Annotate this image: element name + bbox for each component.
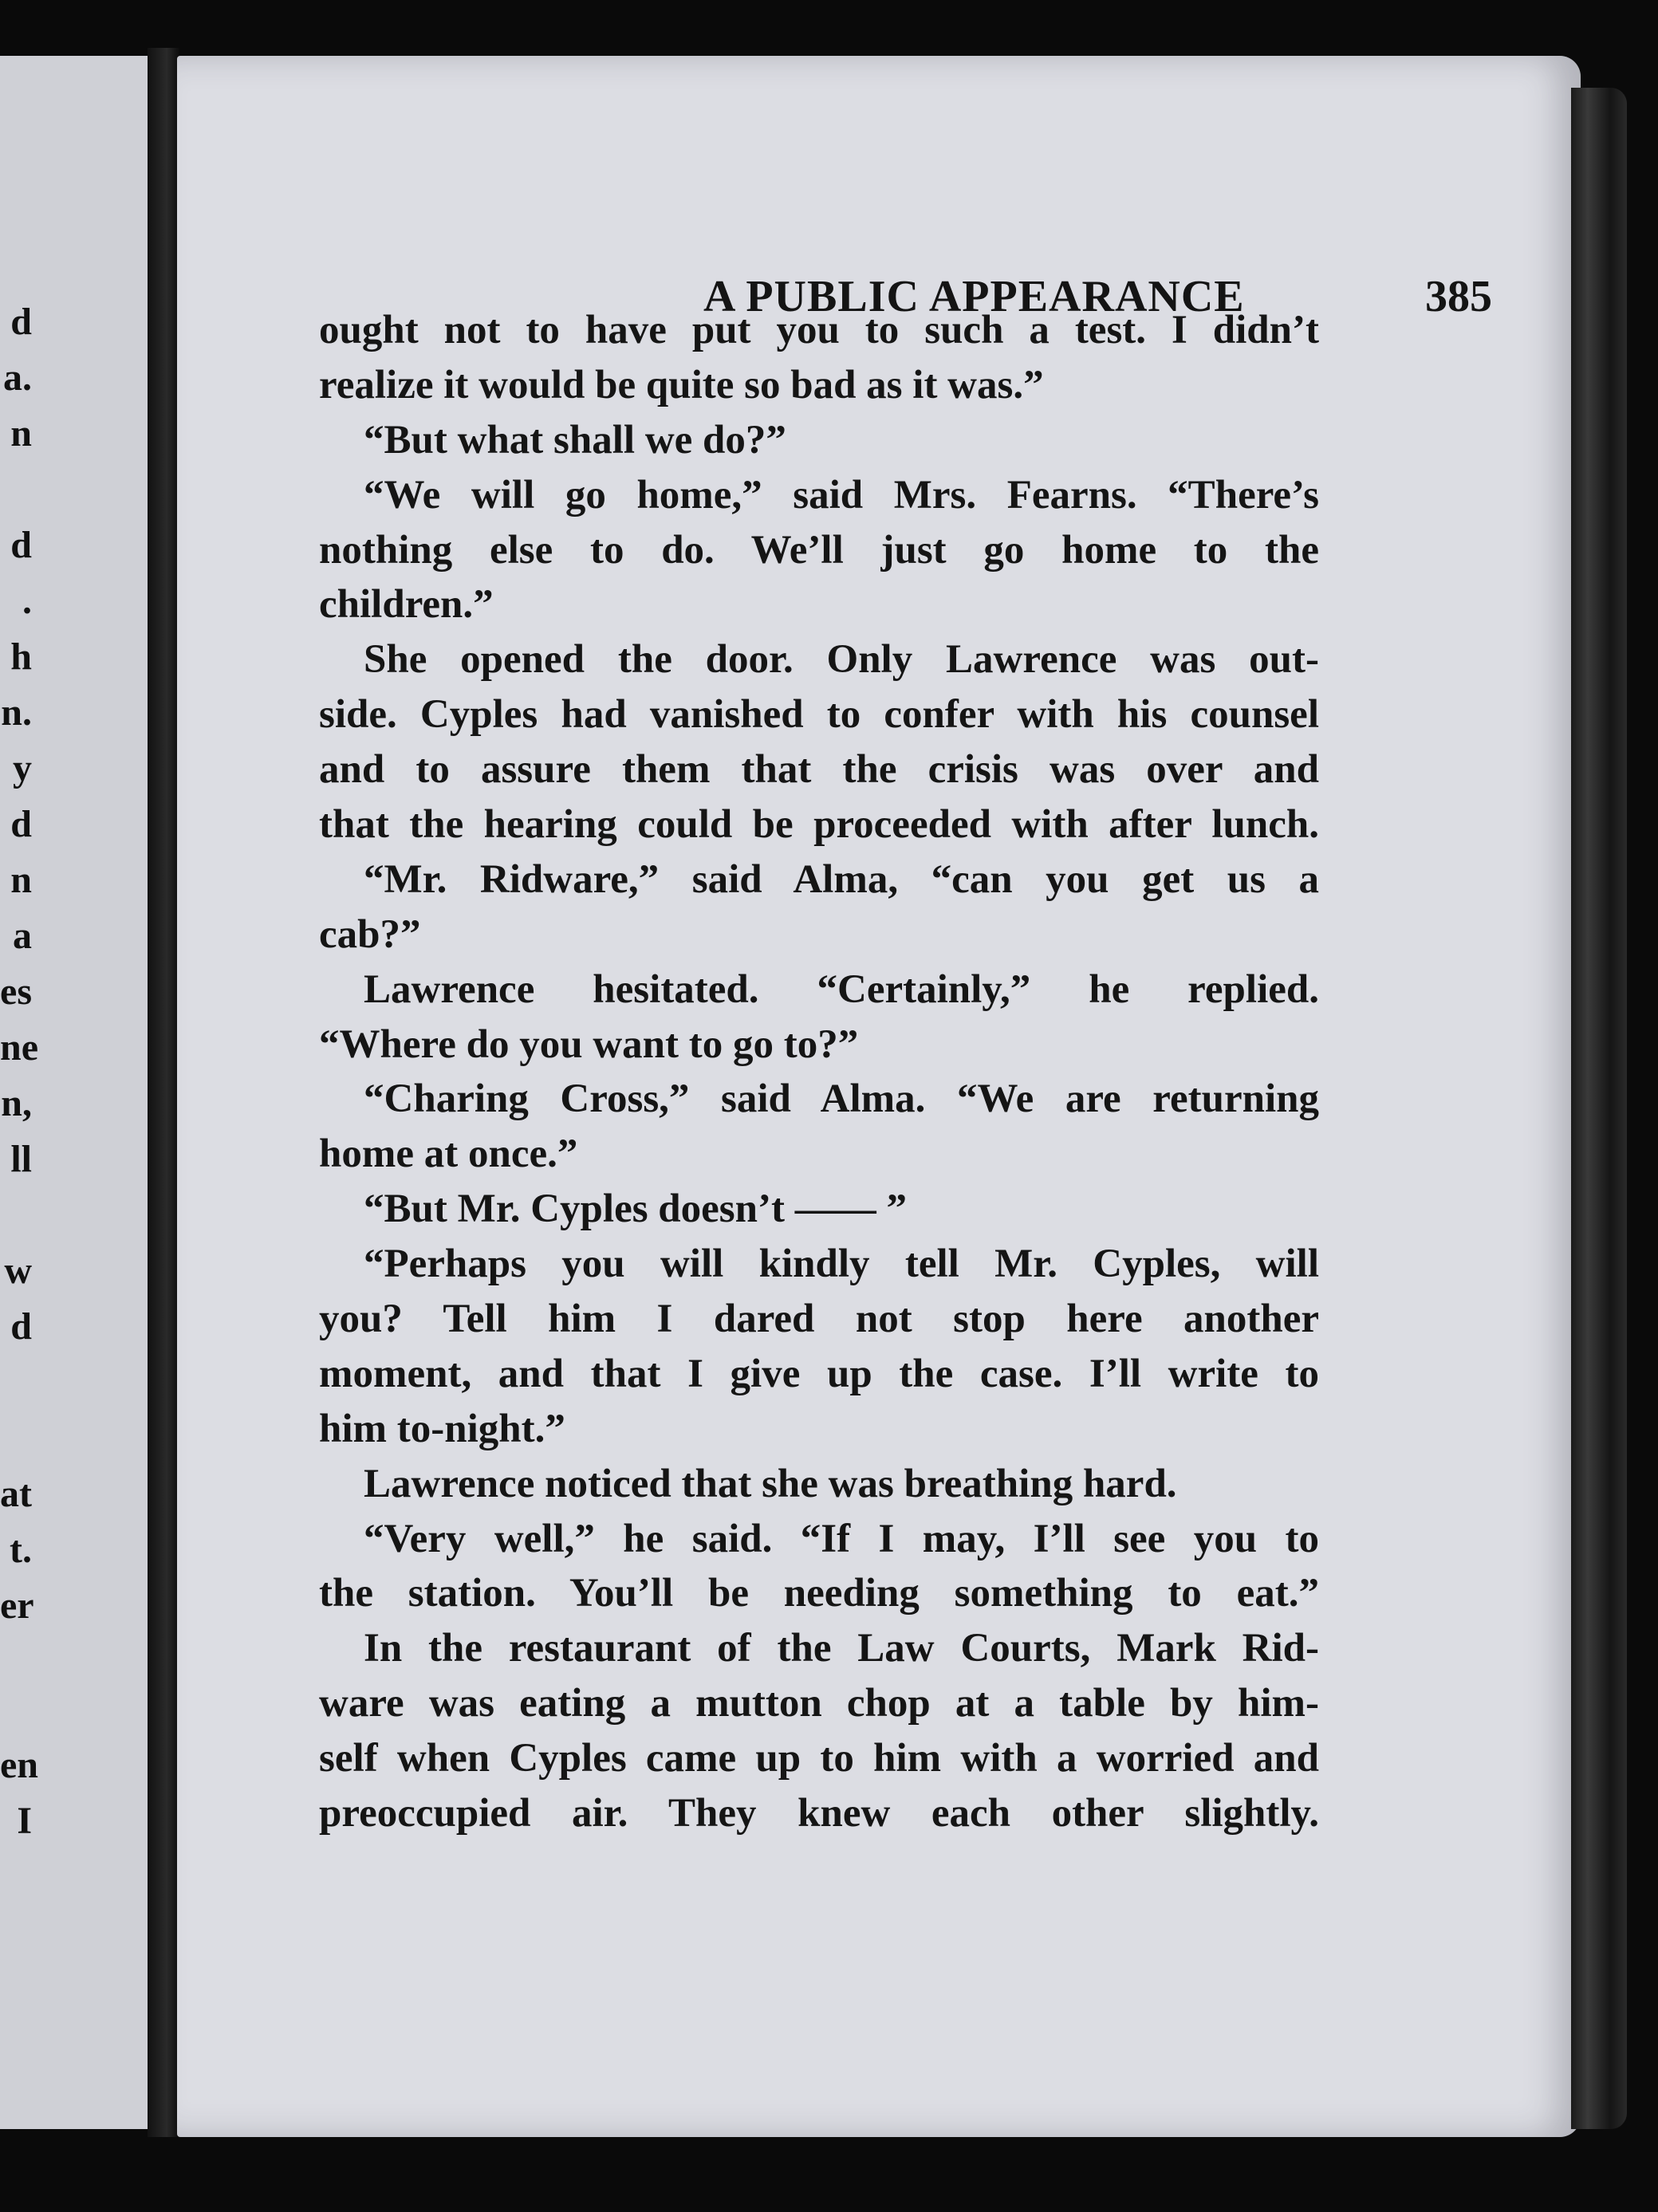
margin-fragment: y — [13, 747, 32, 789]
page-edge — [1571, 88, 1627, 2129]
text-line: “Perhaps you will kindly tell Mr. Cyples, will — [364, 1242, 1319, 1287]
text-line: Lawrence hesitated. “Certainly,” he replied. — [364, 966, 1319, 1012]
margin-fragment: w — [4, 1250, 32, 1292]
margin-fragment: a. — [3, 356, 32, 399]
text-line: preoccupied air. They knew each other slightly. — [319, 1791, 1319, 1836]
text-line: him to-night.” — [319, 1406, 565, 1451]
text-line: that the hearing could be proceeded with after lunch. — [319, 802, 1319, 848]
text-line: In the restaurant of the Law Courts, Mark Rid- — [364, 1626, 1319, 1671]
margin-fragment: en — [0, 1744, 38, 1786]
margin-fragment: d — [10, 301, 32, 343]
margin-fragment: t. — [10, 1529, 32, 1571]
margin-fragment: er — [0, 1584, 34, 1627]
text-line: ware was eating a mutton chop at a table by him- — [319, 1681, 1319, 1726]
text-line: moment, and that I give up the case. I’ll write to — [319, 1351, 1319, 1396]
page-number: 385 — [1425, 272, 1492, 321]
margin-fragment: n — [10, 859, 32, 901]
text-line: “Mr. Ridware,” said Alma, “can you get us a — [364, 856, 1319, 902]
text-line: self when Cyples came up to him with a worried and — [319, 1736, 1319, 1781]
text-line: home at once.” — [319, 1132, 578, 1177]
text-line: “We will go home,” said Mrs. Fearns. “There’s — [364, 472, 1319, 518]
margin-fragment: d — [10, 803, 32, 845]
text-line: “But Mr. Cyples doesn’t —— ” — [364, 1187, 907, 1232]
text-line: children.” — [319, 582, 494, 628]
margin-fragment: n — [10, 412, 32, 455]
margin-fragment: . — [22, 580, 32, 622]
margin-fragment: I — [17, 1800, 32, 1842]
text-line: side. Cyples had vanished to confer with his counsel — [319, 692, 1319, 738]
text-line: ought not to have put you to such a test. I didn’t — [319, 308, 1319, 352]
margin-fragment: es — [0, 970, 32, 1013]
text-line: realize it would be quite so bad as it was.” — [319, 362, 1044, 407]
text-line: Lawrence noticed that she was breathing hard. — [364, 1461, 1177, 1506]
text-line: the station. You’ll be needing something to eat.” — [319, 1571, 1319, 1616]
margin-fragment: n, — [1, 1082, 32, 1124]
book-spine — [148, 48, 179, 2137]
margin-fragment: d — [10, 524, 32, 566]
text-line: “Very well,” he said. “If I may, I’ll see you to — [364, 1516, 1319, 1561]
body-text — [319, 303, 1319, 1841]
text-line: “Charing Cross,” said Alma. “We are returning — [364, 1076, 1319, 1122]
margin-fragment: ne — [0, 1026, 38, 1069]
margin-fragment: n. — [1, 691, 32, 734]
text-line: “But what shall we do?” — [364, 417, 786, 462]
margin-fragment: ll — [10, 1138, 32, 1180]
text-line: nothing else to do. We’ll just go home to the — [319, 527, 1319, 573]
facing-page — [0, 56, 156, 2129]
text-line: you? Tell him I dared not stop here another — [319, 1297, 1319, 1342]
text-line: She opened the door. Only Lawrence was out- — [364, 637, 1319, 683]
margin-fragment: at — [0, 1473, 32, 1515]
text-line: and to assure them that the crisis was over and — [319, 747, 1319, 793]
margin-fragment: a — [13, 915, 32, 957]
margin-fragment: h — [10, 636, 32, 678]
text-line: cab?” — [319, 911, 421, 957]
margin-fragment: d — [10, 1305, 32, 1348]
running-head-title: A PUBLIC APPEARANCE — [703, 272, 1245, 321]
text-line: “Where do you want to go to?” — [319, 1021, 859, 1067]
